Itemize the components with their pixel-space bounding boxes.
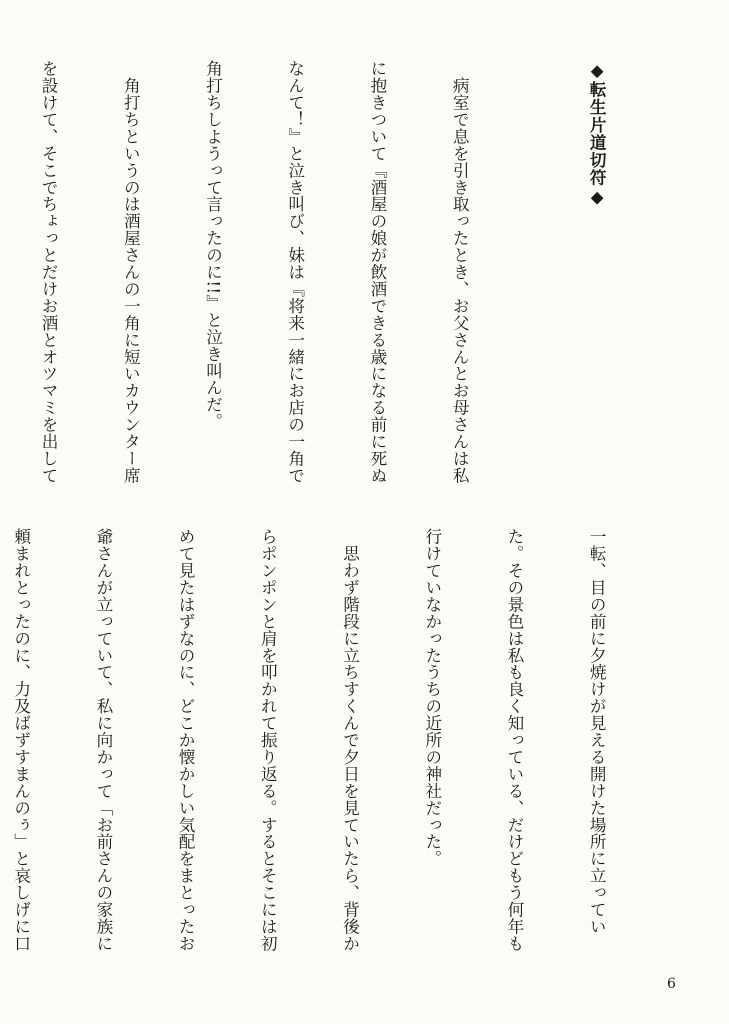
text-line: 行けていなかったうちの近所の神社だった。 xyxy=(422,528,442,867)
text-block-lower xyxy=(0,528,665,960)
text-line: た。その景色は私も良く知っている、だけどもう何年も xyxy=(504,528,524,952)
text-line: に抱きついて『酒屋の娘が飲酒できる歳になる前に死ぬ xyxy=(367,60,387,484)
chapter-title: ◆転生片道切符◆ xyxy=(587,60,608,208)
page-number: 6 xyxy=(667,976,676,992)
text-line: らポンポンと肩を叩かれて振り返る。するとそこには初 xyxy=(258,528,278,952)
text-line: めて見たはずなのに、どこか懐かしい気配をまとったお xyxy=(176,528,196,952)
text-line: 頼まれとったのに、力及ばずすまんのぅ」と哀しげに口 xyxy=(11,528,31,952)
text-line: 角打ちしようって言ったのに!!』と泣き叫んだ。 xyxy=(203,60,223,430)
text-line: 爺さんが立っていて、私に向かって「お前さんの家族に xyxy=(93,528,113,952)
text-line: 病室で息を引き取ったとき、お父さんとお母さんは私 xyxy=(450,60,470,484)
text-line: 角打ちというのは酒屋さんの一角に短いカウンター席 xyxy=(121,60,141,484)
text-line: 一転、目の前に夕焼けが見える開けた場所に立ってい xyxy=(587,528,607,935)
text-line: を設けて、そこでちょっとだけお酒とオツマミを出して xyxy=(39,60,59,484)
text-line: なんて！』と泣き叫び、妹は『将来一緒にお店の一角で xyxy=(285,60,305,484)
text-block-upper xyxy=(0,60,665,492)
text-line: 思わず階段に立ちすくんで夕日を見ていたら、背後か xyxy=(340,528,360,952)
